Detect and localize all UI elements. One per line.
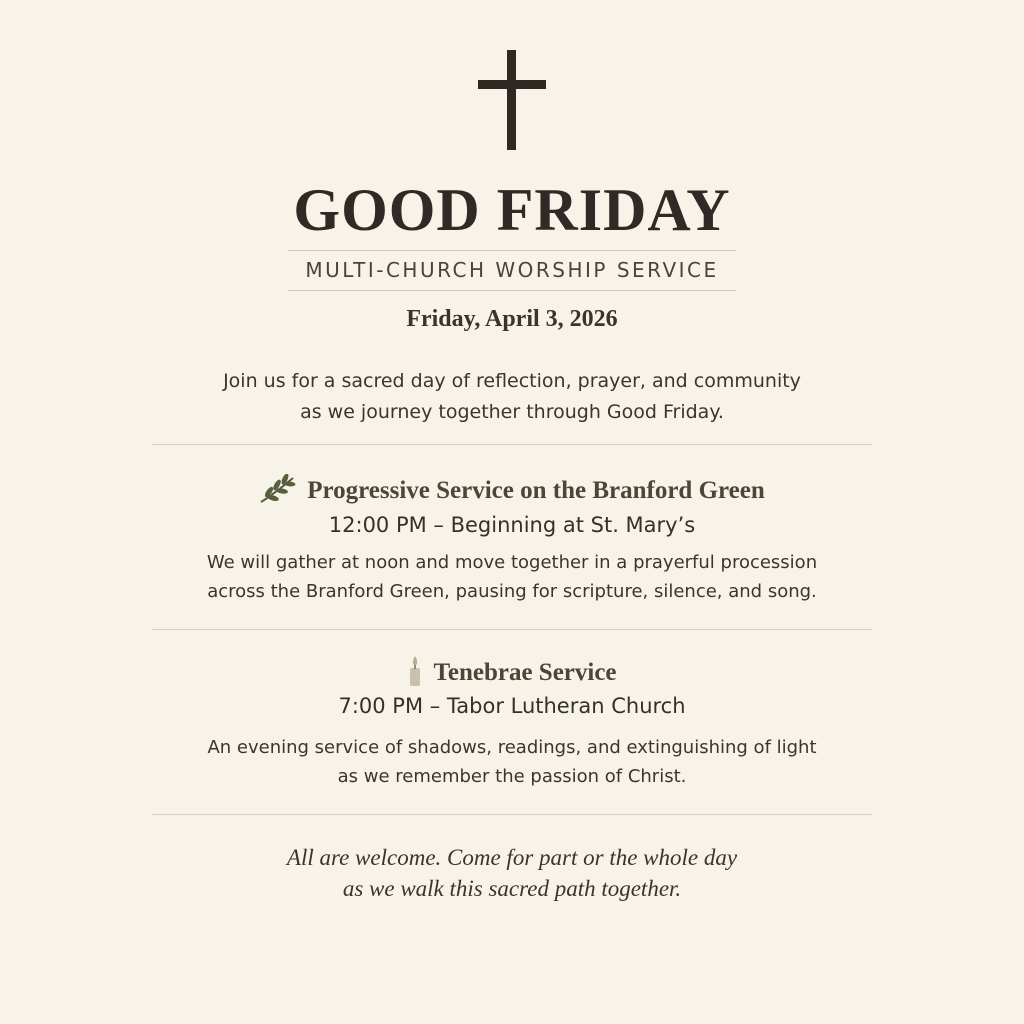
section-description-line: as we remember the passion of Christ. xyxy=(337,766,687,787)
candle-icon xyxy=(407,655,423,694)
section-title-tenebrae xyxy=(0,655,1024,694)
intro-line: Join us for a sacred day of reflection, prayer, and community xyxy=(223,370,801,392)
section-time: 12:00 PM – Beginning at St. Mary’s xyxy=(328,513,696,537)
page-title: GOOD FRIDAY xyxy=(293,177,731,243)
section-description-line: across the Branford Green, pausing for scripture, silence, and song. xyxy=(207,581,817,602)
section-divider xyxy=(152,814,872,815)
section-description-line: We will gather at noon and move together in a prayerful procession xyxy=(206,552,818,573)
intro-text xyxy=(0,366,1024,428)
closing-line: All are welcome. Come for part or the whole day xyxy=(286,845,738,870)
subtitle-bottom-rule xyxy=(288,290,736,291)
section-title-label: Tenebrae Service xyxy=(433,659,617,687)
closing-text xyxy=(0,842,1024,904)
section-title-progressive xyxy=(0,474,1024,511)
olive-branch-icon xyxy=(259,474,297,511)
page-subtitle: MULTI-CHURCH WORSHIP SERVICE xyxy=(305,258,719,282)
section-divider xyxy=(152,629,872,630)
subtitle-top-rule xyxy=(288,250,736,251)
section-time: 7:00 PM – Tabor Lutheran Church xyxy=(338,694,686,718)
intro-line: as we journey together through Good Friday. xyxy=(300,401,724,423)
section-description-line: An evening service of shadows, readings, and extinguishing of light xyxy=(207,737,817,758)
section-description xyxy=(0,548,1024,606)
section-title-label: Progressive Service on the Branford Green xyxy=(307,477,765,505)
event-date: Friday, April 3, 2026 xyxy=(406,306,618,332)
cross-icon xyxy=(478,50,546,150)
closing-line: as we walk this sacred path together. xyxy=(342,876,682,901)
section-description xyxy=(0,733,1024,791)
section-divider xyxy=(152,444,872,445)
